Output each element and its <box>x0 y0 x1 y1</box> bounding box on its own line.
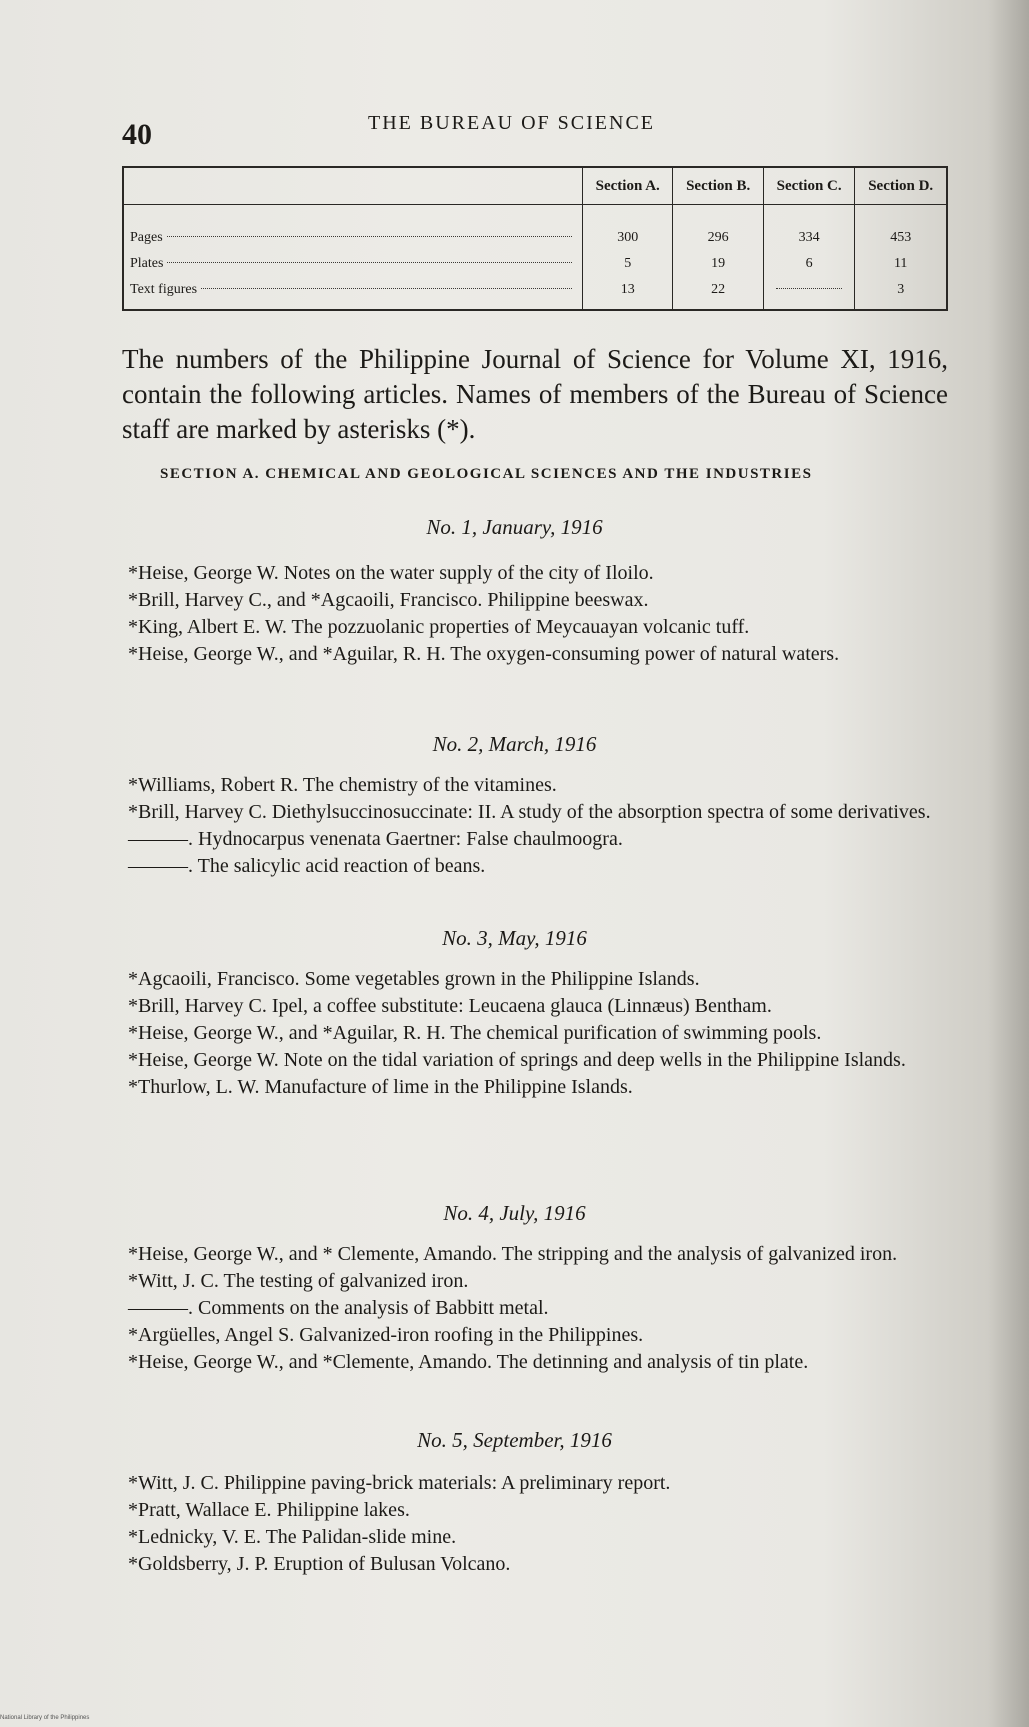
bibliography-entry: *Heise, George W., and *Aguilar, R. H. The oxygen-consuming power of natural waters. <box>128 643 840 665</box>
table-header-row <box>123 167 947 205</box>
statistics-table <box>122 166 948 311</box>
bibliography-entry: *Williams, Robert R. The chemistry of the vitamines. <box>128 774 557 796</box>
issue-heading: No. 4, July, 1916 <box>443 1201 586 1225</box>
issue-entries <box>128 1470 948 1578</box>
row-label-cell <box>123 277 583 310</box>
section-heading: SECTION A. CHEMICAL AND GEOLOGICAL SCIENCES AND THE INDUSTRIES <box>160 466 813 482</box>
column-header: Section D. <box>855 167 947 205</box>
column-header: Section A. <box>583 167 673 205</box>
row-label: Plates <box>130 256 164 271</box>
row-label: Text figures <box>130 282 198 297</box>
bibliography-entry: *Heise, George W., and *Clemente, Amando. The detinning and analysis of tin plate. <box>128 1351 809 1373</box>
table-cell: 13 <box>583 277 673 310</box>
page-number: 40 <box>122 118 152 151</box>
bibliography-entry: *Pratt, Wallace E. Philippine lakes. <box>128 1499 410 1521</box>
bibliography-entry: *Heise, George W., and * Clemente, Amando. The stripping and the analysis of galvanized iron. <box>128 1243 898 1265</box>
table-cell-empty <box>763 277 854 310</box>
table-cell: 3 <box>855 277 947 310</box>
bibliography-entry: *Heise, George W. Notes on the water supply of the city of Iloilo. <box>128 562 654 584</box>
bibliography-entry: *Witt, J. C. The testing of galvanized iron. <box>128 1270 469 1292</box>
table-cell: 19 <box>673 251 763 277</box>
intro-paragraph: The numbers of the Philippine Journal of Science for Volume XI, 1916, contain the following articles. Names of members of the Bureau of Science staff are marked by asterisks (*). <box>122 344 948 444</box>
issue-heading: No. 3, May, 1916 <box>442 926 587 950</box>
statistics-table-container <box>122 166 948 311</box>
issue-heading: No. 2, March, 1916 <box>432 732 597 756</box>
bibliography-entry: *Heise, George W., and *Aguilar, R. H. The chemical purification of swimming pools. <box>128 1022 822 1044</box>
running-head: THE BUREAU OF SCIENCE <box>368 112 656 134</box>
bibliography-entry: *Brill, Harvey C. Ipel, a coffee substitute: Leucaena glauca (Linnæus) Bentham. <box>128 995 772 1017</box>
bibliography-entry: ———. Comments on the analysis of Babbitt metal. <box>128 1297 549 1319</box>
issue-entries <box>128 772 948 880</box>
row-label-cell <box>123 251 583 277</box>
table-cell: 296 <box>673 205 763 252</box>
table-cell: 22 <box>673 277 763 310</box>
table-cell: 453 <box>855 205 947 252</box>
issue-entries <box>128 1241 948 1376</box>
bibliography-entry: ———. The salicylic acid reaction of beans. <box>128 855 486 877</box>
scan-footer-strip: National Library of the Philippines <box>0 1715 90 1721</box>
bibliography-entry: *Witt, J. C. Philippine paving-brick materials: A preliminary report. <box>128 1472 671 1494</box>
table-cell: 5 <box>583 251 673 277</box>
bibliography-entry: *Agcaoili, Francisco. Some vegetables grown in the Philippine Islands. <box>128 968 700 990</box>
table-corner-cell <box>123 167 583 205</box>
column-header: Section B. <box>673 167 763 205</box>
column-header: Section C. <box>763 167 854 205</box>
bibliography-entry: *Argüelles, Angel S. Galvanized-iron roofing in the Philippines. <box>128 1324 644 1346</box>
table-cell: 6 <box>763 251 854 277</box>
issue-entries <box>128 560 948 668</box>
bibliography-entry: *Thurlow, L. W. Manufacture of lime in the Philippine Islands. <box>128 1076 633 1098</box>
table-cell: 300 <box>583 205 673 252</box>
issue-heading: No. 5, September, 1916 <box>417 1428 612 1452</box>
table-row <box>123 277 947 310</box>
row-label-cell <box>123 205 583 252</box>
issue-entries <box>128 966 948 1101</box>
bibliography-entry: *King, Albert E. W. The pozzuolanic properties of Meycauayan volcanic tuff. <box>128 616 750 638</box>
table-row <box>123 251 947 277</box>
table-cell: 334 <box>763 205 854 252</box>
bibliography-entry: *Goldsberry, J. P. Eruption of Bulusan Volcano. <box>128 1553 511 1575</box>
issue-heading: No. 1, January, 1916 <box>426 515 603 539</box>
table-row <box>123 205 947 252</box>
bibliography-entry: *Brill, Harvey C. Diethylsuccinosuccinate: II. A study of the absorption spectra of some derivatives. <box>128 801 931 823</box>
bibliography-entry: *Brill, Harvey C., and *Agcaoili, Francisco. Philippine beeswax. <box>128 589 649 611</box>
bibliography-entry: *Heise, George W. Note on the tidal variation of springs and deep wells in the Philippine Islands. <box>128 1049 906 1071</box>
row-label: Pages <box>130 230 163 245</box>
bibliography-entry: ———. Hydnocarpus venenata Gaertner: False chaulmoogra. <box>128 828 623 850</box>
table-cell: 11 <box>855 251 947 277</box>
bibliography-entry: *Lednicky, V. E. The Palidan-slide mine. <box>128 1526 457 1548</box>
